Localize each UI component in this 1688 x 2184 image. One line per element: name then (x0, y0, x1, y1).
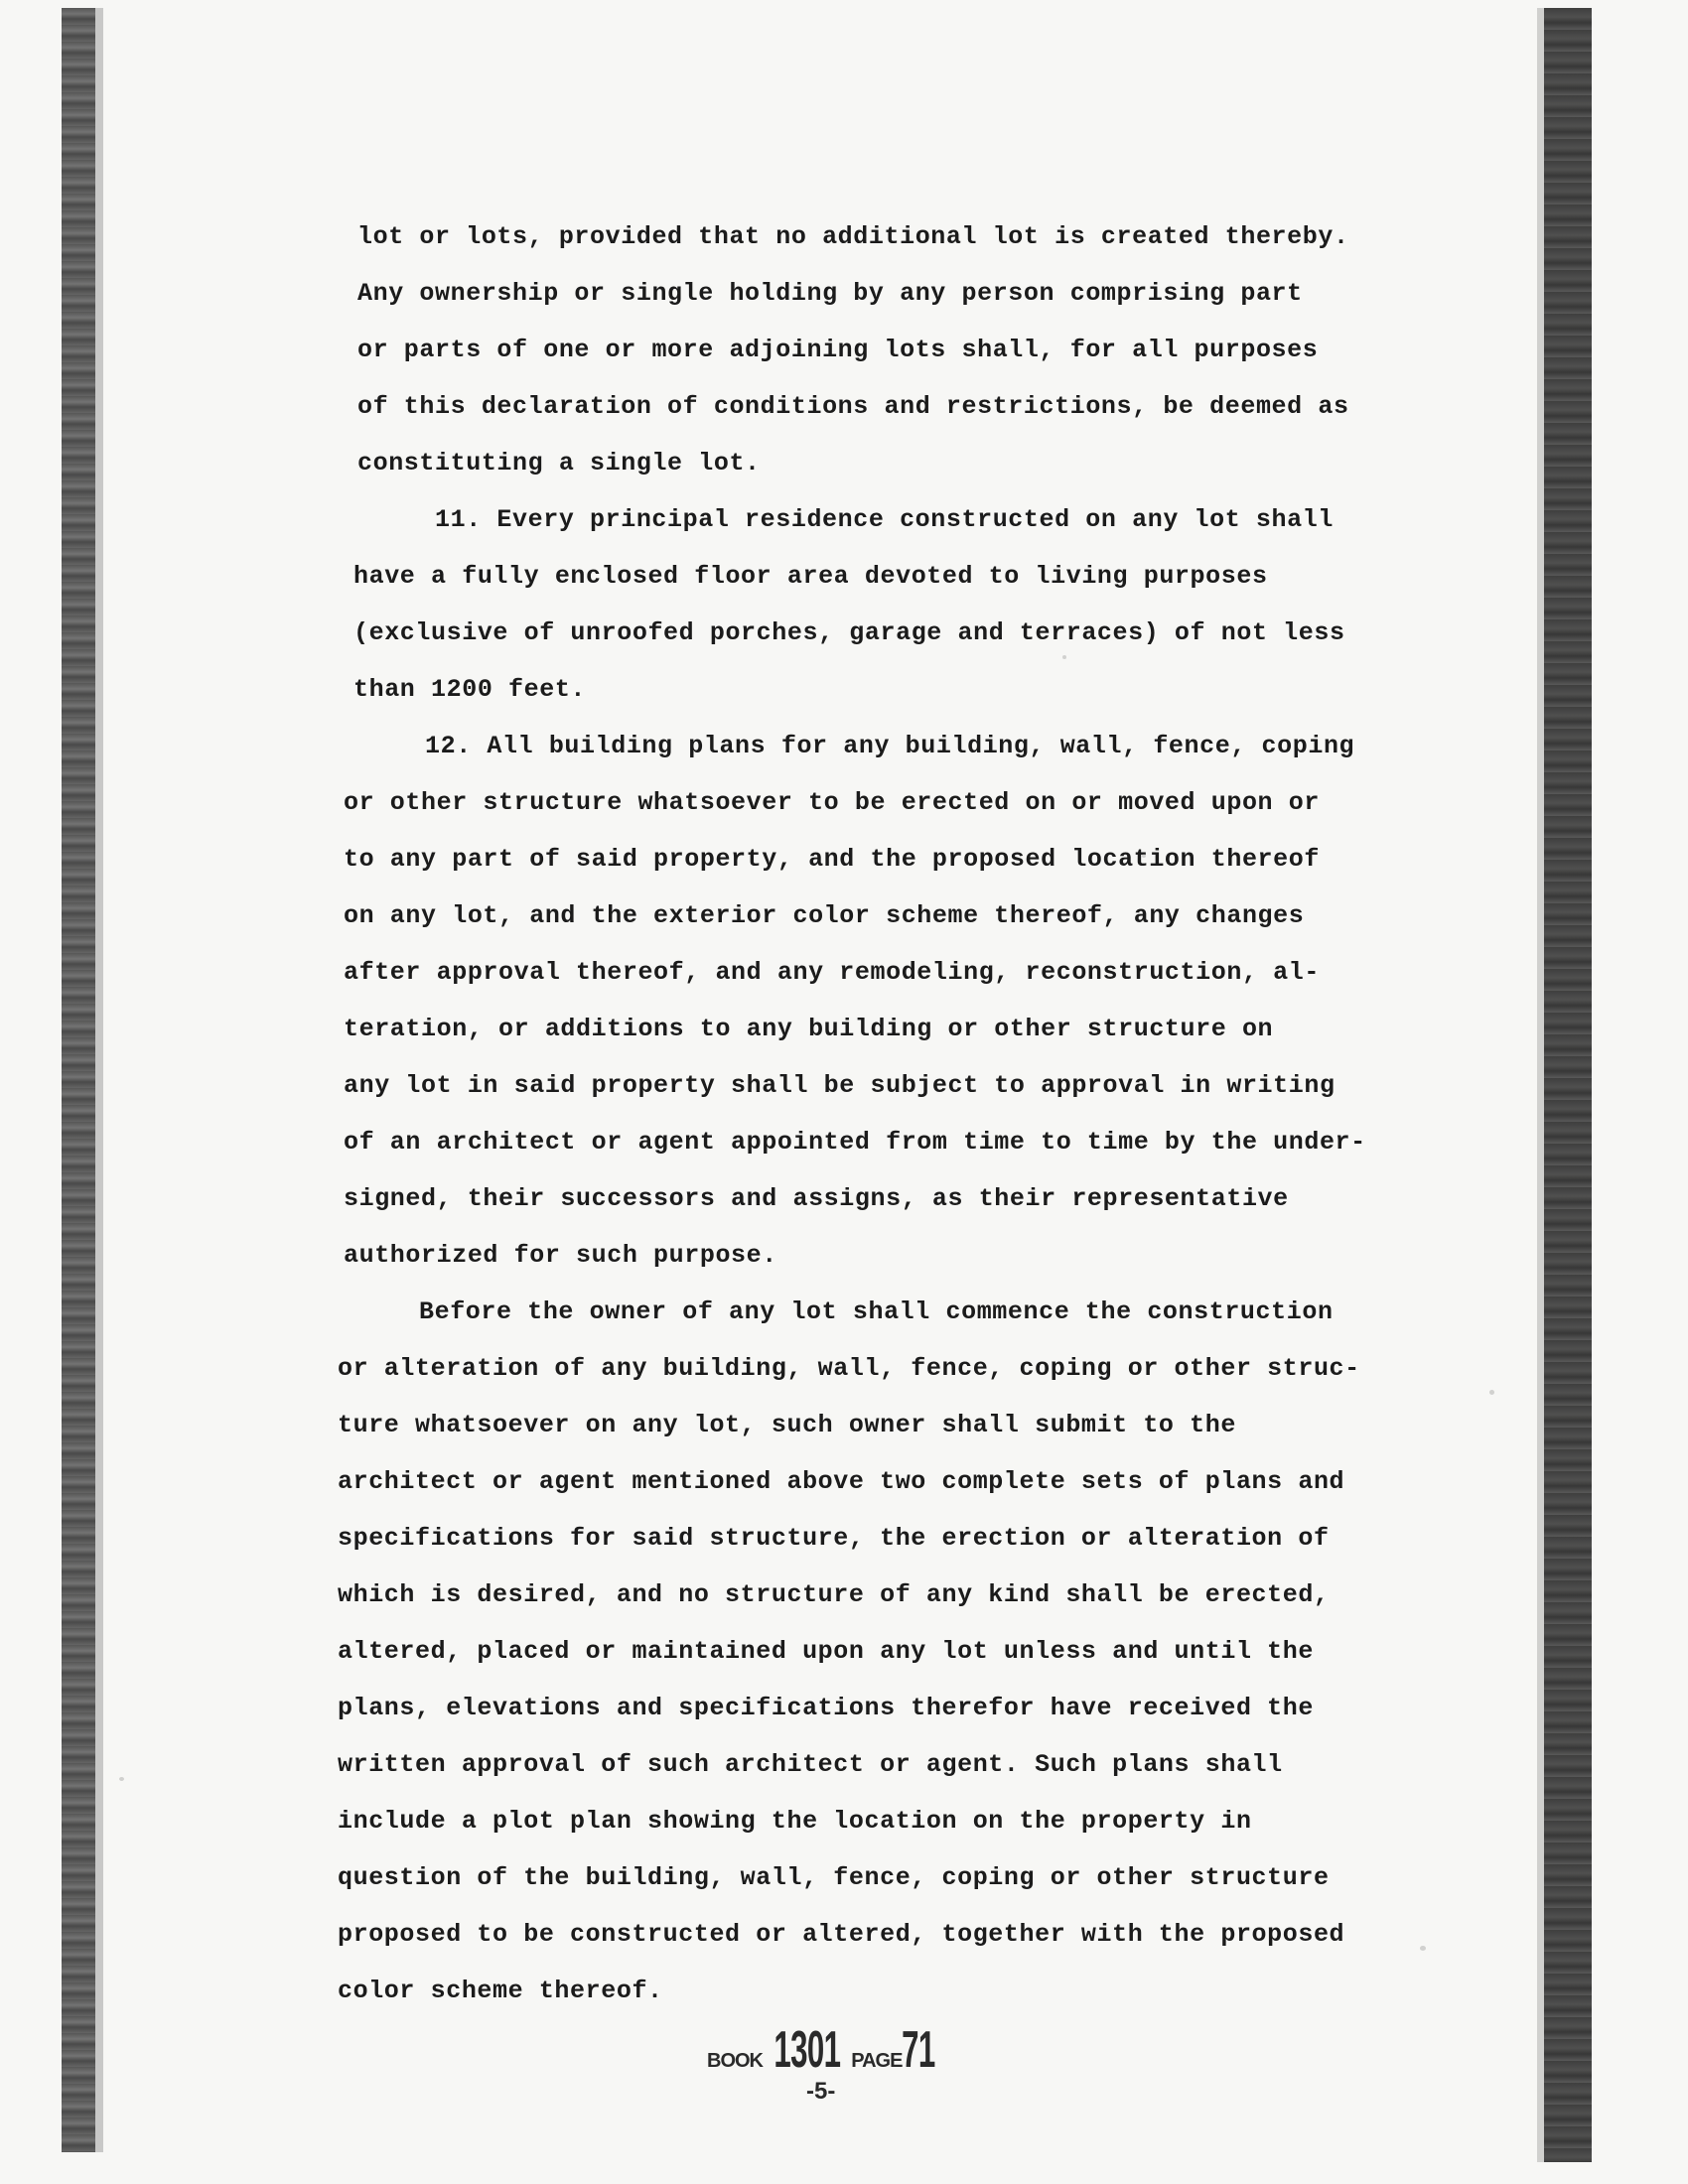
scan-speck (1489, 1390, 1494, 1395)
scan-speck (1062, 655, 1066, 659)
text-line: Before the owner of any lot shall commence the construction (419, 1297, 1334, 1326)
text-line: after approval thereof, and any remodeling, reconstruction, al- (344, 958, 1320, 987)
scan-edge-right-shadow (1537, 8, 1544, 2162)
text-line: ture whatsoever on any lot, such owner shall submit to the (338, 1411, 1236, 1439)
text-line: 11. Every principal residence constructed on any lot shall (435, 505, 1334, 534)
book-label: BOOK (707, 2050, 763, 2072)
text-line: or other structure whatsoever to be erected on or moved upon or (344, 788, 1320, 817)
scan-edge-right (1544, 8, 1592, 2162)
text-line: specifications for said structure, the erection or alteration of (338, 1524, 1330, 1553)
text-line: color scheme thereof. (338, 1977, 663, 2005)
text-line: altered, placed or maintained upon any lot unless and until the (338, 1637, 1314, 1666)
text-line: proposed to be constructed or altered, together with the proposed (338, 1920, 1345, 1949)
text-line: of this declaration of conditions and restrictions, be deemed as (357, 392, 1349, 421)
text-line: have a fully enclosed floor area devoted to living purposes (353, 562, 1268, 591)
paragraph-before-owner (338, 1284, 1479, 2019)
page-number: 71 (902, 2021, 935, 2079)
text-line: signed, their successors and assigns, as their representative (344, 1184, 1289, 1213)
text-line: 12. All building plans for any building, wall, fence, coping (425, 732, 1355, 760)
text-line: (exclusive of unroofed porches, garage and terraces) of not less (353, 618, 1345, 647)
text-line: than 1200 feet. (353, 675, 587, 704)
paragraph-11 (353, 491, 1479, 718)
book-number: 1301 (774, 2021, 841, 2079)
paragraph-continuation (357, 208, 1479, 491)
text-line: plans, elevations and specifications therefor have received the (338, 1694, 1314, 1722)
text-line: authorized for such purpose. (344, 1241, 777, 1270)
text-line: Any ownership or single holding by any person comprising part (357, 279, 1303, 308)
text-line: written approval of such architect or agent. Such plans shall (338, 1750, 1283, 1779)
text-line: any lot in said property shall be subject to approval in writing (344, 1071, 1336, 1100)
text-line: of an architect or agent appointed from time to time by the under- (344, 1128, 1366, 1157)
scan-speck (1142, 854, 1146, 858)
text-line: which is desired, and no structure of any kind shall be erected, (338, 1580, 1330, 1609)
text-line: teration, or additions to any building or other structure on (344, 1015, 1274, 1043)
text-line: architect or agent mentioned above two complete sets of plans and (338, 1467, 1345, 1496)
text-line: or alteration of any building, wall, fence, coping or other struc- (338, 1354, 1360, 1383)
scan-edge-left (62, 8, 95, 2152)
book-page-stamp (707, 2020, 1005, 2080)
document-body (338, 208, 1479, 2019)
paragraph-12 (344, 718, 1479, 1284)
text-line: to any part of said property, and the proposed location thereof (344, 845, 1320, 874)
text-line: include a plot plan showing the location on the property in (338, 1807, 1252, 1836)
scan-speck (119, 1777, 124, 1781)
sheet-number: -5- (806, 2078, 836, 2105)
text-line: lot or lots, provided that no additional lot is created thereby. (357, 222, 1349, 251)
scan-speck (1420, 1946, 1426, 1951)
text-line: or parts of one or more adjoining lots shall, for all purposes (357, 336, 1319, 364)
scan-edge-left-shadow (95, 8, 103, 2152)
text-line: constituting a single lot. (357, 449, 761, 478)
text-line: question of the building, wall, fence, coping or other structure (338, 1863, 1330, 1892)
page-label: PAGE (851, 2050, 903, 2072)
text-line: on any lot, and the exterior color scheme thereof, any changes (344, 901, 1305, 930)
recording-stamp (707, 2020, 1005, 2105)
